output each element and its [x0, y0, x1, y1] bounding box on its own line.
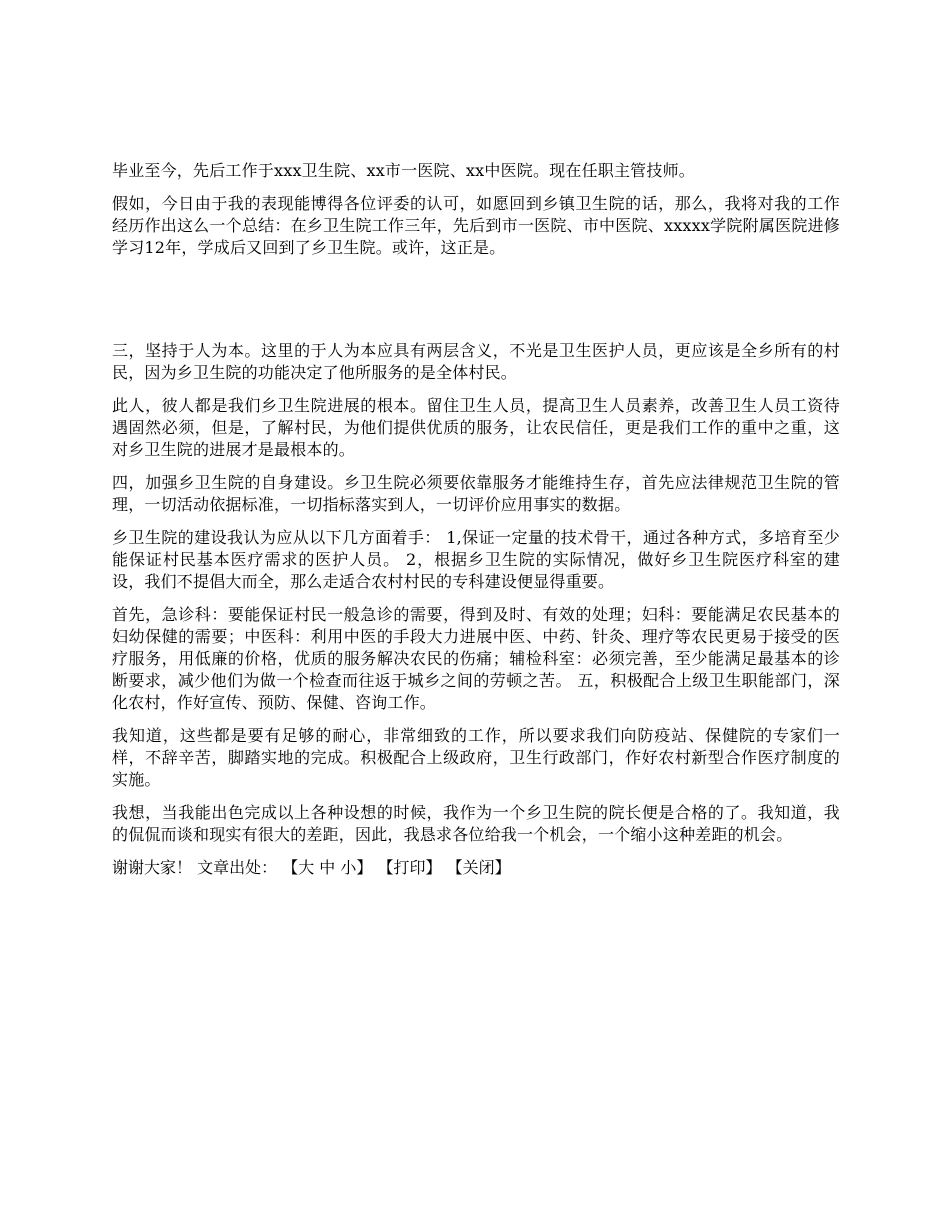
print-link[interactable]: 【打印】 — [377, 858, 442, 877]
article-footer — [112, 857, 840, 879]
font-size-links[interactable]: 【大 中 小】 — [282, 858, 373, 877]
close-link[interactable]: 【关闭】 — [446, 858, 511, 877]
thanks-text: 谢谢大家！ — [112, 858, 193, 877]
paragraph-people-first: 三，坚持于人为本。这里的于人为本应具有两层含义，不光是卫生医护人员，更应该是全乡所有的村民，因为乡卫生院的功能决定了他所服务的是全体村民。 — [112, 341, 840, 382]
paragraph-patience: 我知道，这些都是要有足够的耐心，非常细致的工作，所以要求我们向防疫站、保健院的专家们一样，不辞辛苦，脚踏实地的完成。积极配合上级政府，卫生行政部门，作好农村新型合作医疗制度的实施。 — [112, 726, 840, 789]
paragraph-foundation: 此人，彼人都是我们乡卫生院进展的根本。留住卫生人员，提高卫生人员素养，改善卫生人员工资待遇固然必须，但是，了解村民，为他们提供优质的服务，让农民信任，更是我们工作的重中之重，这对乡卫生院的进展才是最根本的。 — [112, 396, 840, 459]
paragraph-conclusion: 我想，当我能出色完成以上各种设想的时候，我作为一个乡卫生院的院长便是合格的了。我知道，我的侃侃而谈和现实有很大的差距，因此，我恳求各位给我一个机会，一个缩小这种差距的机会。 — [112, 803, 840, 844]
section-gap — [112, 270, 840, 340]
paragraph-self-building: 四，加强乡卫生院的自身建设。乡卫生院必须要依靠服务才能维持生存，首先应法律规范卫生院的管理，一切活动依据标准，一切指标落实到人，一切评价应用事实的数据。 — [112, 473, 840, 514]
paragraph-construction: 乡卫生院的建设我认为应从以下几方面着手： 1,保证一定量的技术骨干，通过各种方式，多培育至少能保证村民基本医疗需求的医护人员。 2，根据乡卫生院的实际情况，做好乡卫生院医疗科室的建设，我们不提倡大而全，那么走适合农村村民的专科建设便显得重要。 — [112, 528, 840, 591]
paragraph-departments: 首先，急诊科：要能保证村民一般急诊的需要，得到及时、有效的处理；妇科：要能满足农民基本的妇幼保健的需要；中医科：利用中医的手段大力进展中医、中药、针灸、理疗等农民更易于接受的医疗服务，用低廉的价格，优质的服务解决农民的伤痛；辅检科室：必须完善，至少能满足最基本的诊断要求，减少他们为做一个检查而往返于城乡之间的劳顿之苦。 五，积极配合上级卫生职能部门，深化农村，作好宣传、预防、保健、咨询工作。 — [112, 605, 840, 712]
paragraph-summary: 假如，今日由于我的表现能博得各位评委的认可，如愿回到乡镇卫生院的话，那么，我将对我的工作经历作出这么一个总结：在乡卫生院工作三年，先后到市一医院、市中医院、xxxxx学院附属医院进修学习12年，学成后又回到了乡卫生院。或许，这正是。 — [112, 194, 840, 257]
paragraph-career: 毕业至今，先后工作于xxx卫生院、xx市一医院、xx中医院。现在任职主管技师。 — [112, 161, 695, 180]
source-label: 文章出处： — [197, 858, 278, 877]
document-body — [112, 160, 840, 879]
